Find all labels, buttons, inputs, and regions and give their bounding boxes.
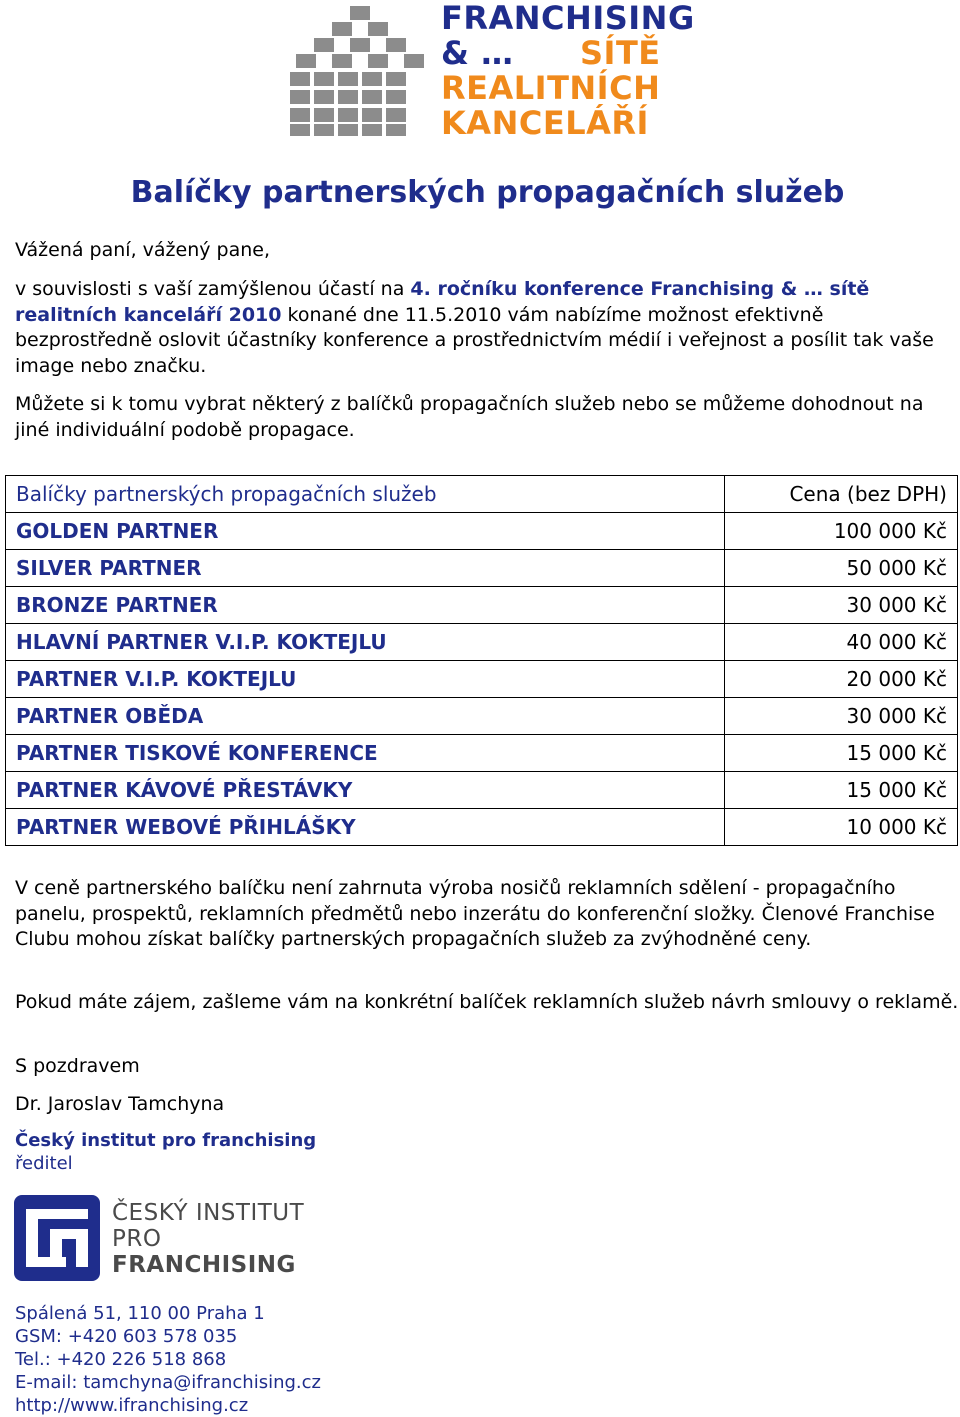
table-row — [6, 809, 958, 846]
note-paragraph: V ceně partnerského balíčku není zahrnuta výroba nosičů reklamních sdělení - propagačního panelu, prospektů, reklamních předmětů nebo inzerátu do konferenční složky. Členové Franchise Clubu mohou získat balíčky partnerských propagačních služeb za zvýhodněné ceny. — [15, 877, 935, 950]
contact-web-link[interactable]: http://www.ifranchising.cz — [15, 1395, 249, 1416]
package-name: HLAVNÍ PARTNER V.I.P. KOKTEJLU — [6, 624, 725, 661]
signer-organization: Český institut pro franchising — [15, 1130, 317, 1151]
signer-role: ředitel — [15, 1153, 73, 1174]
table-row — [6, 698, 958, 735]
package-name: GOLDEN PARTNER — [6, 513, 725, 550]
package-price: 40 000 Kč — [725, 624, 958, 661]
package-name: PARTNER V.I.P. KOKTEJLU — [6, 661, 725, 698]
table-row — [6, 661, 958, 698]
salutation: Vážená paní, vážený pane, — [15, 239, 271, 261]
table-row — [6, 772, 958, 809]
package-price: 15 000 Kč — [725, 772, 958, 809]
interest-paragraph: Pokud máte zájem, zašleme vám na konkrétní balíček reklamních služeb návrh smlouvy o reklamě. — [15, 991, 959, 1013]
table-row — [6, 735, 958, 772]
cipf-logo-line3: FRANCHISING — [112, 1252, 296, 1278]
cipf-logo-line1: ČESKÝ INSTITUT — [112, 1200, 305, 1226]
table-row — [6, 624, 958, 661]
intro-part-3: konané dne 11.5.2010 vám nabízíme možnost efektivně bezprostředně oslovit účastníky konference a prostřednictvím médií i veřejnost a posílit tak vaše image nebo značku. — [15, 303, 934, 377]
table-header-package: Balíčky partnerských propagačních služeb — [6, 476, 725, 513]
choose-paragraph: Můžete si k tomu vybrat některý z balíčků propagačních služeb nebo se můžeme dohodnout na jiné individuální podobě propagace. — [15, 393, 924, 441]
intro-part-1: v souvislosti s vaší zamýšlenou účastí na — [15, 278, 411, 300]
package-price: 30 000 Kč — [725, 587, 958, 624]
table-row — [6, 550, 958, 587]
cipf-logo-line2: PRO — [112, 1226, 162, 1252]
house-logo-icon — [288, 4, 436, 138]
intro-conference-name: 4. ročníku konference Franchising & … sítě realitních kanceláří 2010 — [15, 278, 870, 326]
package-name: BRONZE PARTNER — [6, 587, 725, 624]
package-name: SILVER PARTNER — [6, 550, 725, 587]
contact-address: Spálená 51, 110 00 Praha 1 — [15, 1303, 265, 1324]
cipf-logo-icon — [14, 1195, 100, 1281]
logo-text-site: SÍTĚ — [580, 34, 661, 72]
contact-tel: Tel.: +420 226 518 868 — [15, 1349, 227, 1370]
table-row — [6, 587, 958, 624]
logo-text-kancelari: KANCELÁŘÍ — [441, 104, 649, 142]
package-price: 15 000 Kč — [725, 735, 958, 772]
table-header-row — [6, 476, 958, 513]
contact-email-link[interactable]: E-mail: tamchyna@ifranchising.cz — [15, 1372, 321, 1393]
page-title: Balíčky partnerských propagačních služeb — [130, 175, 845, 210]
package-name: PARTNER OBĚDA — [6, 698, 725, 735]
package-name: PARTNER TISKOVÉ KONFERENCE — [6, 735, 725, 772]
packages-table — [5, 475, 958, 846]
package-name: PARTNER KÁVOVÉ PŘESTÁVKY — [6, 772, 725, 809]
logo-text-franchising: FRANCHISING — [441, 0, 695, 37]
contact-gsm: GSM: +420 603 578 035 — [15, 1326, 238, 1347]
package-price: 100 000 Kč — [725, 513, 958, 550]
package-price: 10 000 Kč — [725, 809, 958, 846]
table-header-price: Cena (bez DPH) — [725, 476, 958, 513]
logo-text-realitnich: REALITNÍCH — [441, 69, 661, 107]
signer-name: Dr. Jaroslav Tamchyna — [15, 1093, 225, 1115]
closing: S pozdravem — [15, 1055, 140, 1077]
contact-block — [15, 1302, 321, 1417]
package-price: 20 000 Kč — [725, 661, 958, 698]
logo-text-ampersand: & … — [441, 34, 514, 72]
package-price: 30 000 Kč — [725, 698, 958, 735]
package-name: PARTNER WEBOVÉ PŘIHLÁŠKY — [6, 809, 725, 846]
package-price: 50 000 Kč — [725, 550, 958, 587]
intro-paragraph — [15, 277, 955, 379]
table-row — [6, 513, 958, 550]
